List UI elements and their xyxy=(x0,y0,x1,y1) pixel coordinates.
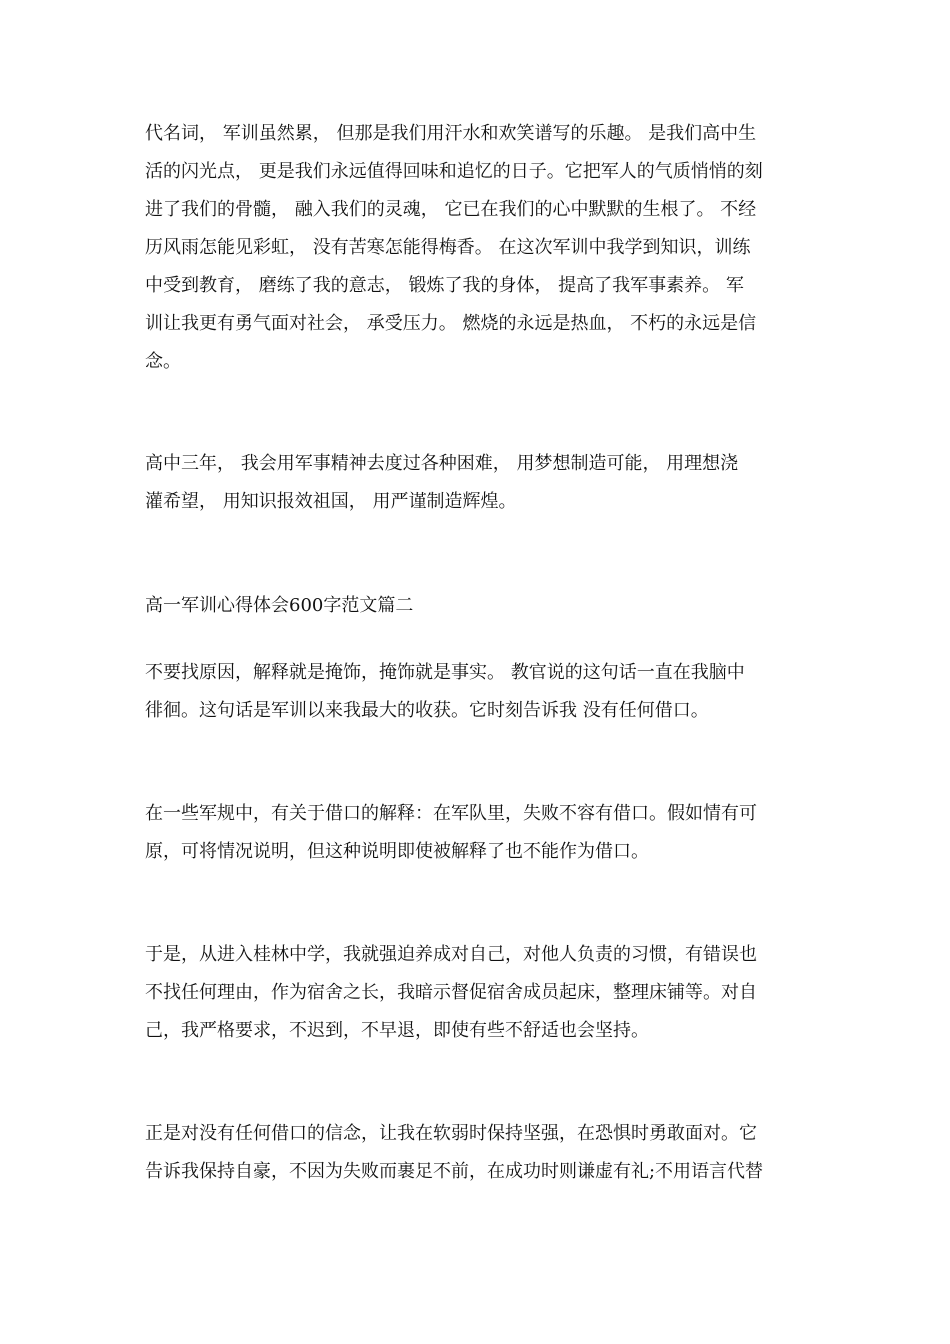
text-line: 灌希望， 用知识报效祖国， 用严谨制造辉煌。 xyxy=(145,491,517,512)
text-line: 训让我更有勇气面对社会， 承受压力。 燃烧的永远是热血， 不朽的永远是信 xyxy=(145,313,757,334)
text-line: 己，我严格要求，不迟到，不早退，即使有些不舒适也会坚持。 xyxy=(145,1020,649,1041)
text-line: 念。 xyxy=(145,351,181,372)
text-line: 正是对没有任何借口的信念，让我在软弱时保持坚强，在恐惧时勇敢面对。它 xyxy=(145,1123,757,1144)
text-line: 徘徊。这句话是军训以来我最大的收获。它时刻告诉我 没有任何借口。 xyxy=(145,700,709,721)
text-line: 历风雨怎能见彩虹， 没有苦寒怎能得梅香。 在这次军训中我学到知识，训练 xyxy=(145,237,751,258)
text-line: 高中三年， 我会用军事精神去度过各种困难， 用梦想制造可能， 用理想浇 xyxy=(145,453,739,474)
text-line: 于是，从进入桂林中学，我就强迫养成对自己，对他人负责的习惯，有错误也 xyxy=(145,944,757,965)
text-line: 告诉我保持自豪，不因为失败而裹足不前，在成功时则谦虚有礼;不用语言代替 xyxy=(145,1161,764,1182)
text-line: 不要找原因，解释就是掩饰，掩饰就是事实。 教官说的这句话一直在我脑中 xyxy=(145,662,745,683)
text-line: 原，可将情况说明，但这种说明即使被解释了也不能作为借口。 xyxy=(145,841,649,862)
text-line: 进了我们的骨髓， 融入我们的灵魂， 它已在我们的心中默默的生根了。 不经 xyxy=(145,199,757,220)
section-title: 高一军训心得体会600字范文篇二 xyxy=(145,595,414,616)
text-line: 代名词， 军训虽然累， 但那是我们用汗水和欢笑谱写的乐趣。 是我们高中生 xyxy=(145,123,757,144)
text-line: 中受到教育， 磨练了我的意志， 锻炼了我的身体， 提高了我军事素养。 军 xyxy=(145,275,744,296)
text-line: 活的闪光点， 更是我们永远值得回味和追忆的日子。它把军人的气质悄悄的刻 xyxy=(145,161,763,182)
text-line: 在一些军规中，有关于借口的解释：在军队里，失败不容有借口。假如情有可 xyxy=(145,803,757,824)
text-line: 不找任何理由，作为宿舍之长，我暗示督促宿舍成员起床，整理床铺等。对自 xyxy=(145,982,757,1003)
